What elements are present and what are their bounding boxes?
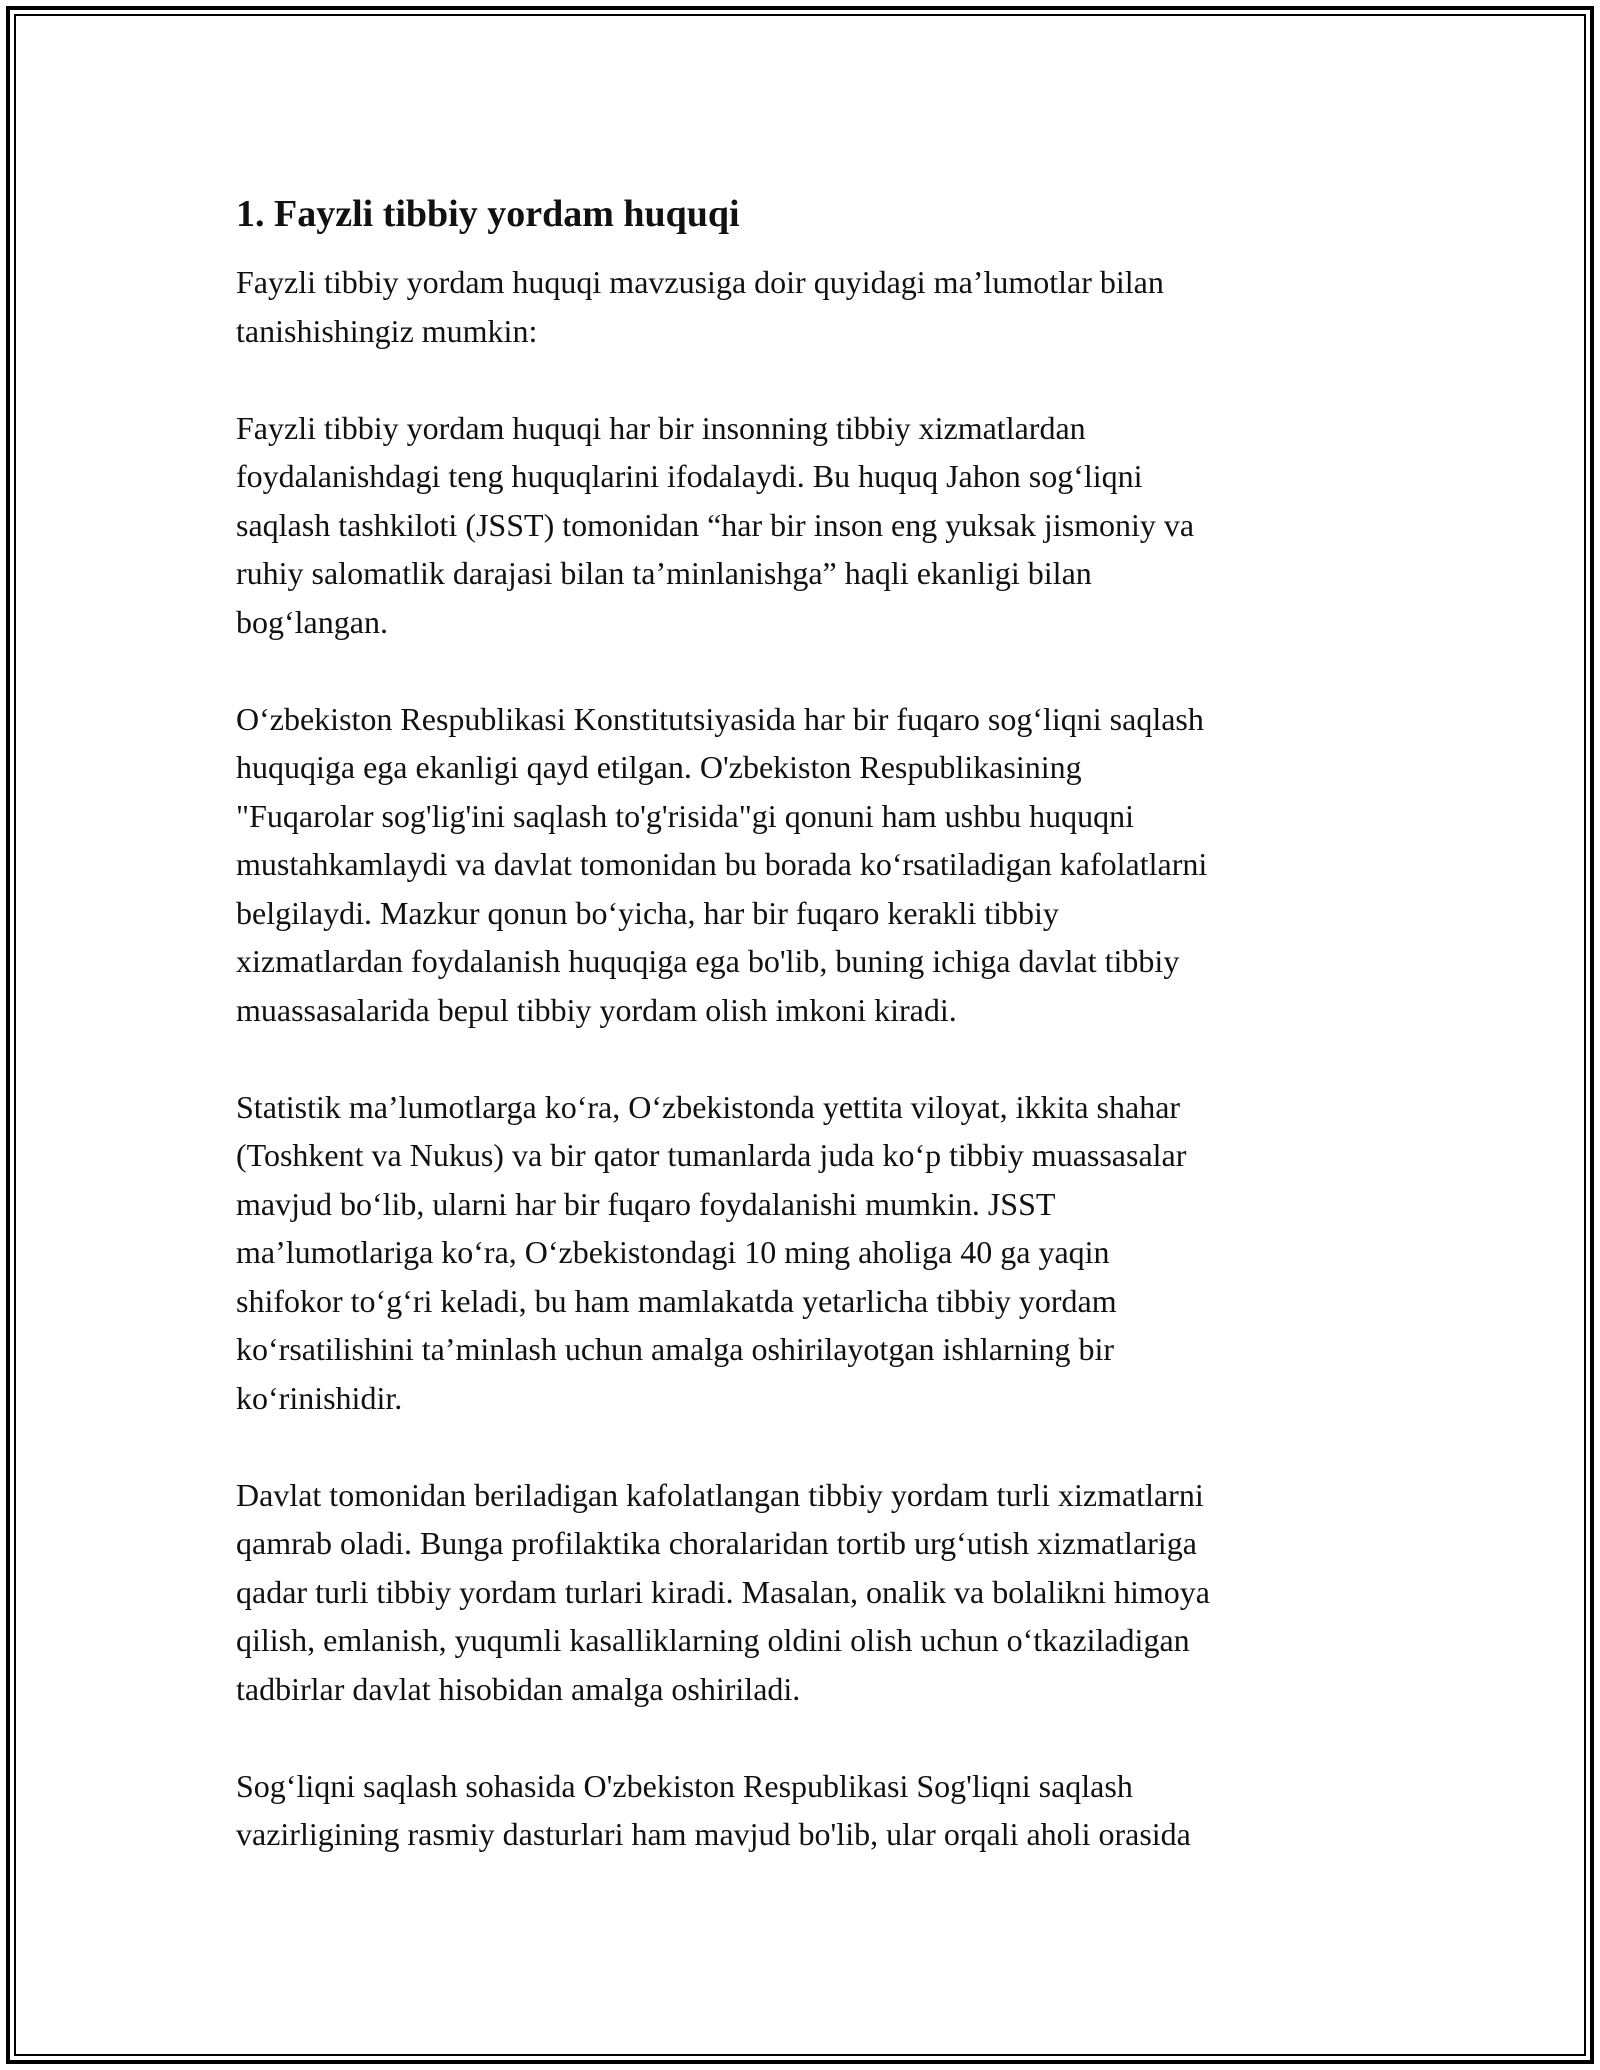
text-line: ko‘rsatilishini ta’minlash uchun amalga oshirilayotgan ishlarning bir (236, 1331, 1115, 1367)
text-line: belgilaydi. Mazkur qonun bo‘yicha, har bir fuqaro kerakli tibbiy (236, 894, 1059, 931)
text-line: Fayzli tibbiy yordam huquqi har bir insonning tibbiy xizmatlardan (236, 409, 1086, 446)
text-line: "Fuqarolar sog'lig'ini saqlash to'g'risida"gi qonuni ham ushbu huquqni (236, 797, 1135, 834)
text-line: mustahkamlaydi va davlat tomonidan bu borada ko‘rsatiladigan kafolatlarni (236, 846, 1208, 882)
text-line: saqlash tashkiloti (JSST) tomonidan “har bir inson eng yuksak jismoniy va (236, 506, 1195, 543)
text-line: ma’lumotlariga ko‘ra, O‘zbekistondagi 10 ming aholiga 40 ga yaqin (236, 1234, 1110, 1270)
text-line: muassasalarida bepul tibbiy yordam olish imkoni kiradi. (236, 991, 957, 1028)
paragraph-ministry (236, 1762, 1376, 1859)
text-line: qamrab oladi. Bunga profilaktika choralaridan tortib urg‘utish xizmatlariga (236, 1525, 1197, 1561)
text-line: O‘zbekiston Respublikasi Konstitutsiyasida har bir fuqaro sog‘liqni saqlash (236, 700, 1204, 737)
text-line: mavjud bo‘lib, ularni har bir fuqaro foydalanishi mumkin. JSST (236, 1185, 1056, 1222)
document-body (236, 190, 1376, 1907)
text-line: tanishishingiz mumkin: (236, 312, 538, 349)
text-line: vazirligining rasmiy dasturlari ham mavjud bo'lib, ular orqali aholi orasida (236, 1816, 1191, 1852)
text-line: tadbirlar davlat hisobidan amalga oshiriladi. (236, 1670, 801, 1707)
text-line: bog‘langan. (236, 603, 388, 640)
paragraph-intro (236, 258, 1376, 355)
text-line: Sog‘liqni saqlash sohasida O'zbekiston Respublikasi Sog'liqni saqlash (236, 1767, 1133, 1804)
paragraph-statistics (236, 1083, 1376, 1423)
text-line: Statistik ma’lumotlarga ko‘ra, O‘zbekistonda yettita viloyat, ikkita shahar (236, 1088, 1181, 1125)
text-line: qilish, emlanish, yuqumli kasalliklarning oldini olish uchun o‘tkaziladigan (236, 1622, 1190, 1658)
text-line: ruhiy salomatlik darajasi bilan ta’minlanishga” haqli ekanligi bilan (236, 555, 1092, 591)
paragraph-guarantees (236, 1471, 1376, 1714)
text-line: Fayzli tibbiy yordam huquqi mavzusiga doir quyidagi ma’lumotlar bilan (236, 264, 1164, 300)
text-line: ko‘rinishidir. (236, 1379, 403, 1416)
text-line: xizmatlardan foydalanish huquqiga ega bo'lib, buning ichiga davlat tibbiy (236, 943, 1180, 979)
page-title: 1. Fayzli tibbiy yordam huquqi (236, 193, 740, 235)
text-line: qadar turli tibbiy yordam turlari kiradi. Masalan, onalik va bolalikni himoya (236, 1573, 1210, 1610)
text-line: huquqiga ega ekanligi qayd etilgan. O'zbekiston Respublikasining (236, 749, 1082, 785)
paragraph-definition (236, 404, 1376, 647)
text-line: Davlat tomonidan beriladigan kafolatlangan tibbiy yordam turli xizmatlarni (236, 1476, 1204, 1513)
text-line: foydalanishdagi teng huquqlarini ifodalaydi. Bu huquq Jahon sog‘liqni (236, 458, 1143, 494)
text-line: shifokor to‘g‘ri keladi, bu ham mamlakatda yetarlicha tibbiy yordam (236, 1282, 1117, 1319)
text-line: (Toshkent va Nukus) va bir qator tumanlarda juda ko‘p tibbiy muassasalar (236, 1137, 1187, 1173)
paragraph-constitution (236, 695, 1376, 1035)
